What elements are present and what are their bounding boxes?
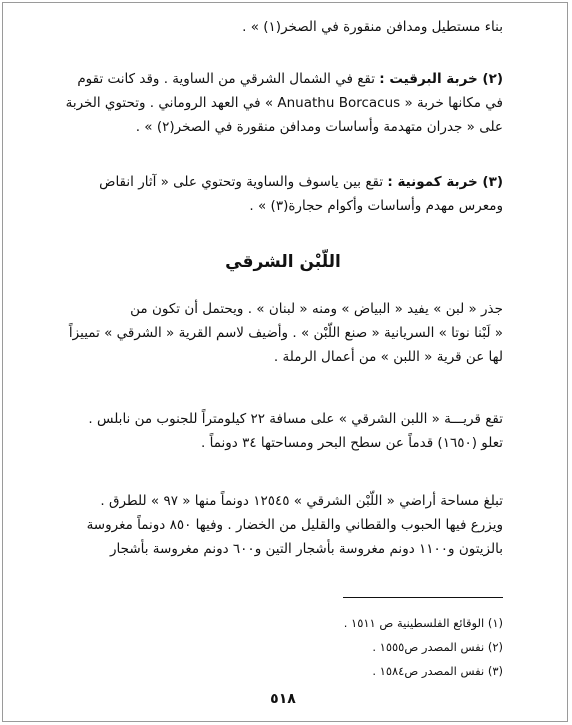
paragraph-land-area: [63, 489, 503, 561]
text-line: بالزيتون و١١٠٠ دونم مغروسة بأشجار التين و٦٠٠ دونم مغروسة بأشجار: [109, 541, 503, 557]
text-line: ويزرع فيها الحبوب والقطاني والقليل من الخضار . وفيها ٨٥٠ دونماً مغروسة: [86, 517, 503, 533]
paragraph-khirbet-al-barqit: [63, 67, 503, 139]
paragraph-title: (٣) خربة كمونية :: [387, 174, 503, 190]
paragraph-khirbet-kamuniya: [63, 170, 503, 218]
page-frame: [2, 2, 568, 722]
paragraph-etymology: [63, 297, 503, 369]
text-line: تقع قريـــة « اللبن الشرقي » على مسافة ٢٢ كيلومتراً للجنوب من نابلس .: [88, 411, 503, 427]
paragraph-title: (٢) خربة البرقيت :: [379, 71, 503, 87]
footnote: (٢) نفس المصدر ص١٥٥٥ .: [372, 640, 503, 654]
text-line: تبلغ مساحة أراضي « اللّبْن الشرقي » ١٢٥٤٥ دونماً منها « ٩٧ » للطرق .: [100, 493, 503, 509]
page-number: ٥١٨: [270, 691, 296, 707]
text-line: [63, 170, 503, 194]
text-line: في مكانها خربة « Anuathu Borcacus » في العهد الروماني . وتحتوي الخربة: [65, 95, 503, 111]
text-line: على « جدران متهدمة وأساسات ومدافن منقورة في الصخر(٢) » .: [135, 119, 503, 135]
section-heading: اللّبْن الشرقي: [225, 252, 341, 272]
footnote-divider: [343, 597, 503, 598]
paragraph-location: [63, 407, 503, 455]
text-line: لها عن قرية « اللبن » من أعمال الرملة .: [273, 349, 503, 365]
text-line: [63, 67, 503, 91]
paragraph-text: تقع في الشمال الشرقي من الساوية . وقد كانت تقوم: [77, 71, 380, 87]
text-line: ومعرس مهدم وأساسات وأكوام حجارة(٣) » .: [249, 198, 503, 214]
text-line: بناء مستطيل ومدافن منقورة في الصخر(١) » .: [242, 19, 503, 35]
footnote: (٣) نفس المصدر ص١٥٨٤ .: [372, 664, 503, 678]
text-line: « لَبْنا نوتا » السريانية « صنع اللّبْن » . وأضيف لاسم القرية « الشرقي » تمييزاً: [68, 325, 503, 341]
text-line: تعلو (١٦٥٠) قدماً عن سطح البحر ومساحتها ٣٤ دونماً .: [201, 435, 503, 451]
paragraph-text: تقع بين ياسوف والساوية وتحتوي على « آثار انقاض: [99, 174, 388, 190]
paragraph-continuation: [63, 15, 503, 39]
document-page: [63, 15, 503, 715]
footnotes: [63, 611, 503, 683]
footnote: (١) الوقائع الفلسطينية ص ١٥١١ .: [343, 616, 503, 630]
text-line: جذر « لبن » يفيد « البياض » ومنه « لبنان » . ويحتمل أن تكون من: [130, 301, 503, 317]
